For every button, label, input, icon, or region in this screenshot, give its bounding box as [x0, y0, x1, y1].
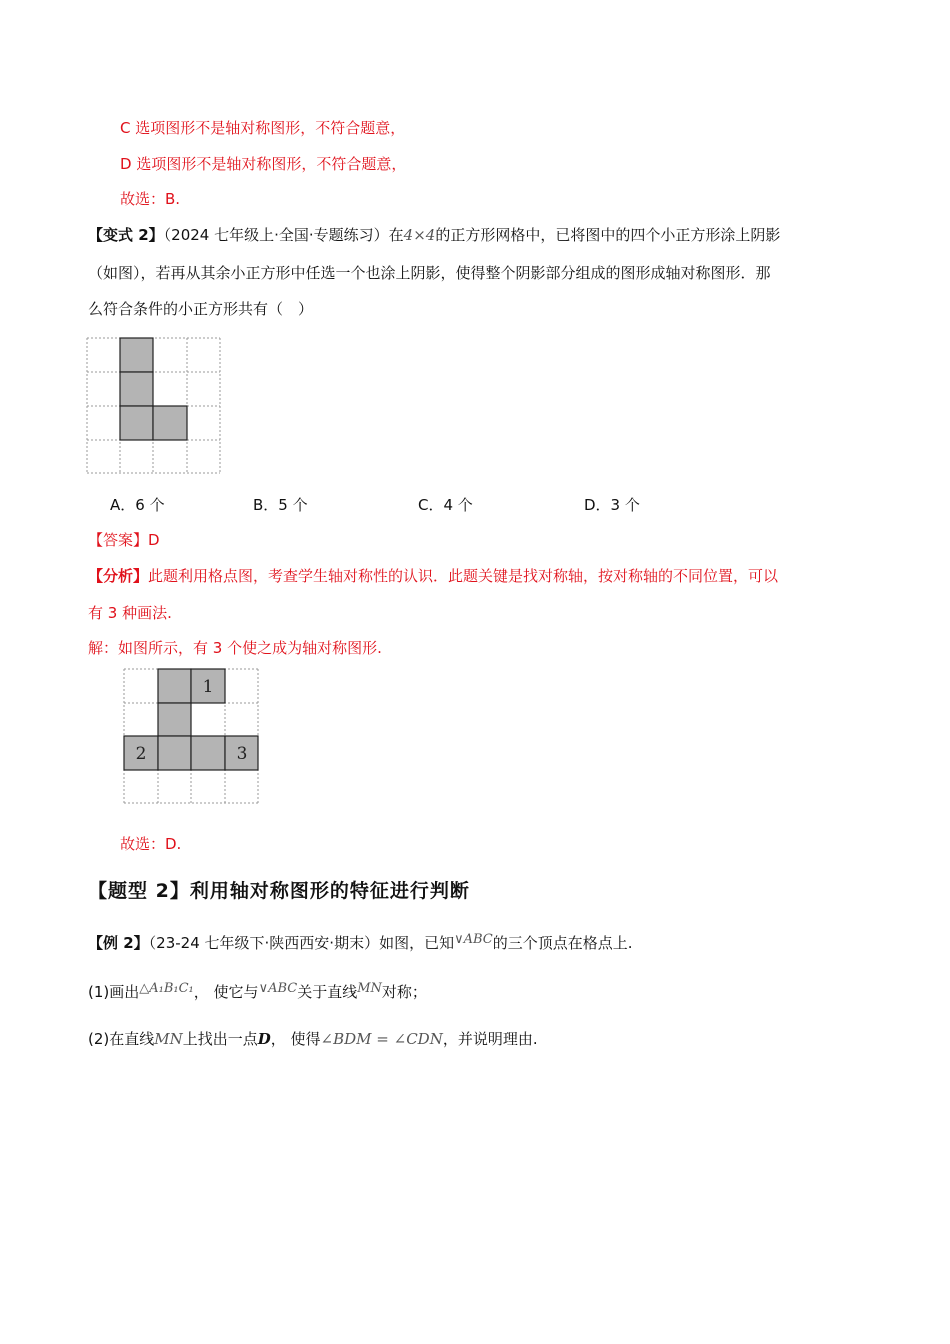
q1-triangle-a1b1c1: △A₁B₁C₁ — [139, 981, 194, 996]
q1-mid: ， 使它与 — [193, 983, 259, 1001]
grid-label-3: 3 — [236, 744, 248, 764]
answer: 【答案】D — [88, 531, 160, 549]
example2-q1 — [88, 982, 427, 1004]
q2-line-mn: MN — [154, 1030, 183, 1048]
analysis-tag: 【分析】 — [88, 567, 149, 585]
shaded-cell — [158, 669, 191, 703]
variant2-line1 — [88, 225, 780, 245]
grid-label-2: 2 — [135, 744, 147, 764]
solution-line-c: C 选项图形不是轴对称图形，不符合题意， — [120, 119, 406, 137]
solution-text: 解：如图所示，有 3 个使之成为轴对称图形. — [88, 639, 382, 657]
example2-tag: 【例 2】 — [88, 934, 149, 952]
grid-figure-solution — [123, 668, 260, 805]
q1-about: 关于直线 — [297, 983, 358, 1001]
shaded-cell — [120, 406, 153, 440]
variant2-tag: 【变式 2】 — [88, 226, 164, 244]
variant2-choice: 故选：D. — [120, 835, 182, 853]
variant2-math-grid: 4×4 — [403, 226, 436, 244]
type2-heading: 【题型 2】利用轴对称图形的特征进行判断 — [88, 880, 470, 902]
example2-text-end: 的三个顶点在格点上. — [492, 934, 633, 952]
shaded-cell — [153, 406, 187, 440]
analysis-text1: 此题利用格点图，考查学生轴对称性的认识．此题关键是找对称轴，按对称轴的不同位置，可以 — [148, 567, 779, 585]
q2-equation: ∠BDM = ∠CDN — [320, 1030, 443, 1048]
example2-triangle: ∨ABC — [454, 932, 493, 947]
solution-line-d: D 选项图形不是轴对称图形，不符合题意， — [120, 155, 407, 173]
q1-pre: (1)画出 — [88, 983, 140, 1001]
option-b: B．5 个 — [253, 496, 308, 514]
variant2-source: （2024 七年级上·全国·专题练习）在 — [163, 226, 404, 244]
q2-point-d: D — [257, 1030, 271, 1048]
variant2-line3: 么符合条件的小正方形共有（ ） — [88, 300, 314, 318]
analysis-line1 — [88, 566, 778, 586]
solution-choice: 故选：B. — [120, 190, 181, 208]
q1-end: 对称； — [381, 983, 427, 1001]
shaded-cell — [120, 338, 153, 372]
variant2-text1-end: 的正方形网格中，已将图中的四个小正方形涂上阴影 — [435, 226, 781, 244]
variant2-line2: （如图），若再从其余小正方形中任选一个也涂上阴影，使得整个阴影部分组成的图形成轴对称图形．那 — [88, 264, 771, 282]
grid-figure-question — [86, 337, 222, 475]
q1-line-mn: MN — [357, 981, 382, 996]
q2-end: ，并说明理由. — [442, 1030, 538, 1048]
shaded-cell — [120, 372, 153, 406]
example2-q2 — [88, 1029, 538, 1049]
example2-line1 — [88, 933, 633, 955]
shaded-cell — [158, 703, 191, 736]
q2-mid: 上找出一点 — [182, 1030, 258, 1048]
shaded-cell — [158, 736, 191, 770]
q2-pre: (2)在直线 — [88, 1030, 155, 1048]
q2-so: ， 使得 — [270, 1030, 321, 1048]
grid-label-1: 1 — [202, 677, 214, 697]
option-c: C．4 个 — [418, 496, 473, 514]
shaded-cell — [191, 736, 225, 770]
q1-triangle-abc: ∨ABC — [258, 981, 298, 996]
option-d: D．3 个 — [584, 496, 640, 514]
example2-source: （23-24 七年级下·陕西西安·期末）如图，已知 — [148, 934, 455, 952]
analysis-line2: 有 3 种画法. — [88, 604, 172, 622]
option-a: A．6 个 — [110, 496, 165, 514]
